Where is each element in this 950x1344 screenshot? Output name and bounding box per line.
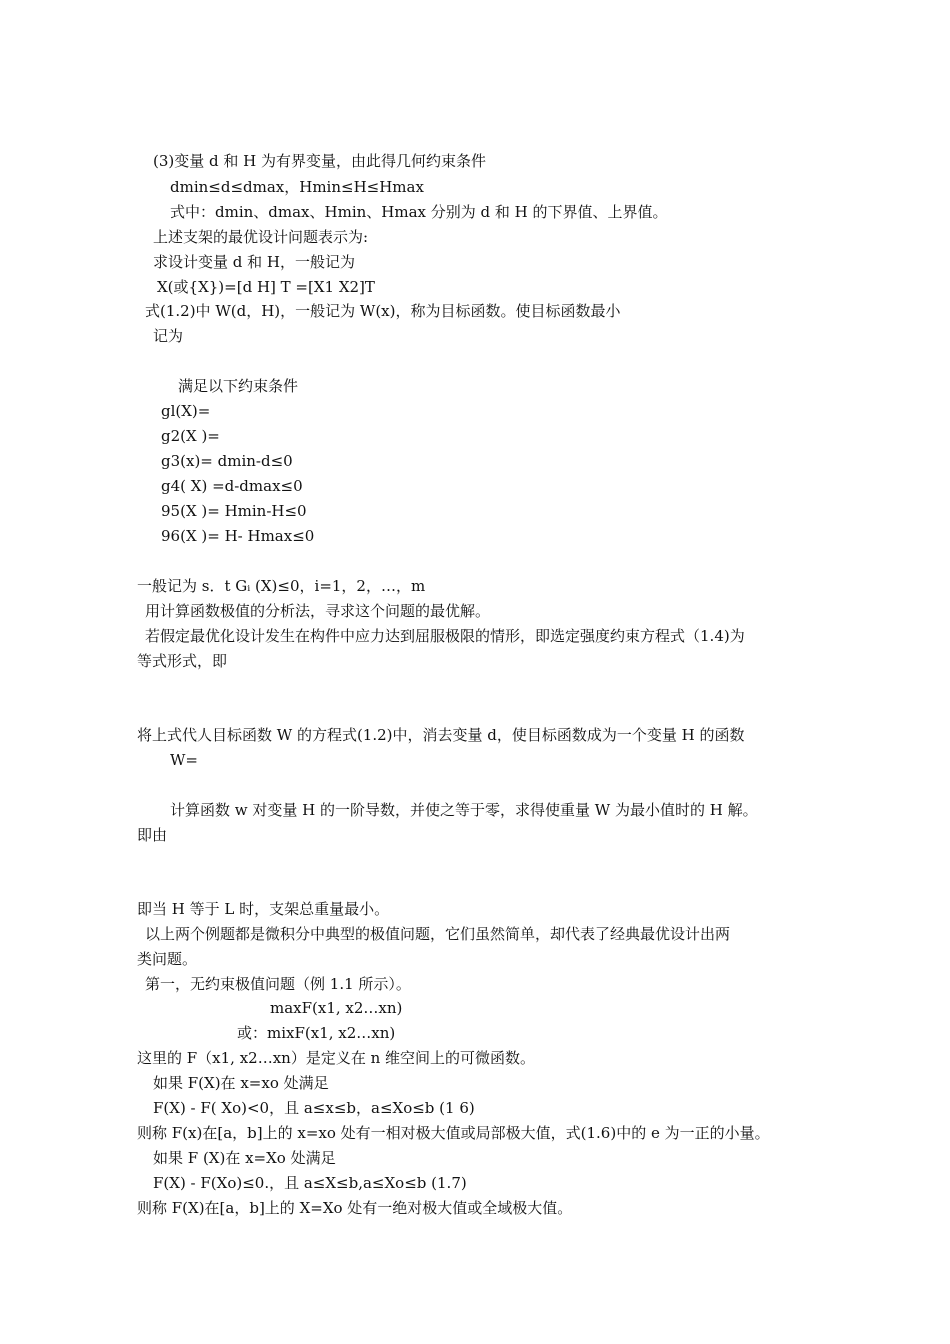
text-line: 则称 F(x)在[a，b]上的 x=xo 处有一相对极大值或局部极大值，式(1.6)中的 e 为一正的小量。 — [137, 1124, 770, 1142]
text-line: 第一，无约束极值问题（例 1.1 所示）。 — [145, 975, 411, 993]
text-line: 式(1.2)中 W(d，H)，一般记为 W(x)，称为目标函数。使目标函数最小 — [145, 302, 621, 320]
text-line: 即当 H 等于 L 时，支架总重量最小。 — [137, 900, 390, 918]
text-line: 95(X )= Hmin-H≤0 — [161, 502, 307, 520]
text-line: 即由 — [137, 826, 168, 844]
text-line: 这里的 F（x1, x2…xn）是定义在 n 维空间上的可微函数。 — [137, 1049, 536, 1067]
text-line: 96(X )= H- Hmax≤0 — [161, 527, 315, 545]
text-line: 将上式代人目标函数 W 的方程式(1.2)中，消去变量 d，使目标函数成为一个变量 H 的函数 — [137, 726, 745, 744]
text-line: 如果 F (X)在 x=Xo 处满足 — [153, 1149, 336, 1167]
text-line: 用计算函数极值的分析法，寻求这个问题的最优解。 — [145, 602, 491, 620]
text-line: (3)变量 d 和 H 为有界变量，由此得几何约束条件 — [153, 152, 487, 170]
text-line: maxF(x1, x2…xn) — [270, 999, 403, 1017]
text-line: 则称 F(X)在[a，b]上的 X=Xo 处有一绝对极大值或全域极大值。 — [137, 1199, 573, 1217]
text-line: F(X) - F( Xo)<0，且 a≤x≤b，a≤Xo≤b (1 6) — [153, 1099, 475, 1117]
text-line: gl(X)= — [161, 402, 211, 420]
text-line: 记为 — [153, 327, 184, 345]
text-line: 或：mixF(x1, x2…xn) — [237, 1024, 396, 1042]
text-line: 求设计变量 d 和 H，一般记为 — [153, 253, 355, 271]
text-line: X(或{X})=[d H] T =[X1 X2]T — [157, 278, 375, 296]
text-line: 一般记为 s．t Gᵢ (X)≤0，i=1，2，…，m — [137, 577, 426, 595]
text-line: 如果 F(X)在 x=xo 处满足 — [153, 1074, 329, 1092]
text-line: g2(X )= — [161, 427, 220, 445]
text-line: W= — [170, 751, 198, 769]
text-line: 计算函数 w 对变量 H 的一阶导数，并使之等于零，求得使重量 W 为最小值时的 H 解。 — [170, 801, 758, 819]
text-line: g4( X) =d-dmax≤0 — [161, 477, 303, 495]
text-line: F(X) - F(Xo)≤0.，且 a≤X≤b,a≤Xo≤b (1.7) — [153, 1174, 467, 1192]
text-line: 以上两个例题都是微积分中典型的极值问题，它们虽然简单，却代表了经典最优设计出两 — [145, 925, 731, 943]
text-line: 若假定最优化设计发生在构件中应力达到屈服极限的情形，即选定强度约束方程式（1.4)为 — [145, 627, 745, 645]
text-line: 上述支架的最优设计问题表示为: — [153, 228, 369, 246]
text-line: g3(x)= dmin-d≤0 — [161, 452, 293, 470]
text-line: 类问题。 — [137, 950, 198, 968]
text-line: dmin≤d≤dmax，Hmin≤H≤Hmax — [170, 178, 424, 196]
text-line: 式中：dmin、dmax、Hmin、Hmax 分别为 d 和 H 的下界值、上界值。 — [170, 203, 668, 221]
text-line: 等式形式，即 — [137, 652, 228, 670]
text-line: 满足以下约束条件 — [178, 377, 299, 395]
